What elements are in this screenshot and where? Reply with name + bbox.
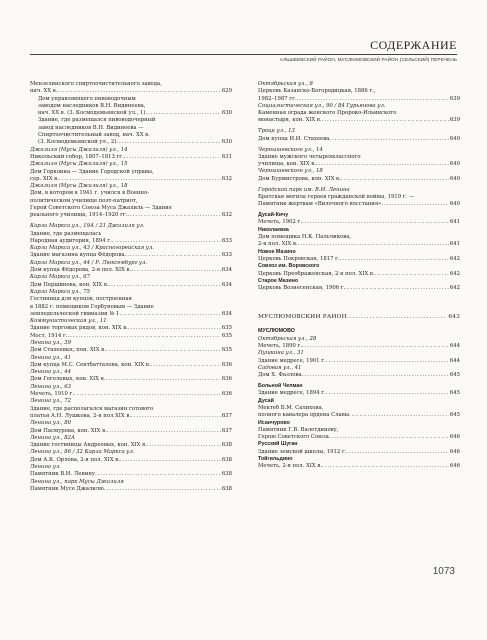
- toc-address: Джалиля (Мусы Джалиля) ул., 15: [30, 161, 128, 168]
- toc-entry: [258, 81, 460, 103]
- toc-text: Дом Х. Фазлова: [258, 372, 302, 379]
- toc-page-number[interactable]: 634: [221, 267, 232, 274]
- toc-line: Спиртоочистительный завод, нач. ХХ в.: [38, 132, 150, 139]
- toc-line: [258, 343, 460, 350]
- toc-line: [258, 117, 460, 124]
- toc-line: [258, 161, 460, 168]
- toc-page-number[interactable]: 640: [449, 161, 460, 168]
- toc-address: Ленина ул., 72: [30, 398, 72, 405]
- toc-line: [258, 390, 460, 397]
- toc-page-number[interactable]: 638: [221, 485, 232, 492]
- toc-address: Ленина ул., 41: [30, 354, 72, 361]
- dot-leader: [302, 219, 449, 226]
- dot-leader: [95, 471, 221, 478]
- toc-entry: [30, 117, 232, 146]
- toc-text: Дом А.К. Орлова, 2-я пол. XIX в.: [30, 456, 120, 463]
- toc-entry: [258, 328, 460, 350]
- toc-address: Троцк ул., 13: [258, 128, 295, 135]
- toc-line: Каменная ограда женского Пророко-Ильинского: [258, 110, 397, 117]
- toc-line: Памятник Г.В. Валетдинову,: [258, 426, 339, 433]
- toc-entry: [258, 420, 460, 442]
- toc-text: Здание земской школы, 1912 г.: [258, 448, 347, 455]
- toc-entry: [258, 278, 460, 293]
- toc-line: Мектеб Б.М. Салихова,: [258, 405, 324, 411]
- toc-place-heading: Новое Мазино: [258, 248, 296, 255]
- toc-place-heading: Дусай: [258, 397, 274, 404]
- toc-page-number[interactable]: 635: [221, 325, 232, 332]
- toc-entry: [258, 168, 460, 183]
- toc-address: Ленина ул., парк Мусы Джалиля: [30, 478, 124, 485]
- toc-line: [258, 256, 460, 263]
- toc-entry: [30, 435, 232, 450]
- toc-line: Дом Горкоина — Здание Городской управы,: [30, 168, 154, 175]
- toc-page-number[interactable]: 644: [449, 357, 460, 364]
- toc-line: [30, 376, 232, 383]
- toc-line: [258, 434, 460, 441]
- toc-line: [258, 136, 460, 143]
- toc-page-number[interactable]: 642: [449, 270, 460, 277]
- toc-line: [30, 252, 232, 259]
- dot-leader: [59, 176, 221, 183]
- dot-leader: [375, 271, 449, 278]
- toc-line: Братская могила героев гражданской войны, 1919 г. —: [258, 193, 415, 200]
- toc-line: [258, 201, 460, 208]
- toc-text: полного кавалера ордена Славы: [258, 412, 349, 419]
- toc-page-number[interactable]: 631: [221, 153, 232, 160]
- toc-page-number[interactable]: 645: [449, 372, 460, 379]
- toc-line: [258, 219, 460, 226]
- toc-line: Мензелинского спиртоочистительного завода,: [30, 81, 162, 87]
- toc-text: реального училища, 1914–1920 гг.: [30, 212, 128, 219]
- dot-leader: [128, 325, 221, 332]
- toc-page-number[interactable]: 646: [449, 434, 460, 441]
- toc-line: заводом наследников В.Н. Видинеева,: [38, 102, 146, 109]
- toc-text: Памятник жертвам «Вилочного восстания»: [258, 201, 382, 208]
- toc-entry: [258, 398, 460, 420]
- toc-page-number[interactable]: 645: [449, 390, 460, 397]
- toc-line: [30, 238, 232, 245]
- toc-address: Карла Маркса ул., 43 / Красногорейская ул.: [30, 245, 154, 252]
- dot-leader: [127, 212, 221, 219]
- dot-leader: [322, 117, 449, 124]
- toc-text: Дом Гоголевых, кон. XIX в.: [30, 376, 106, 383]
- toc-page-number[interactable]: 645: [449, 412, 460, 419]
- toc-page-number[interactable]: 629: [221, 88, 232, 95]
- toc-text: 2-я пол. XIX в.: [258, 241, 298, 248]
- toc-entry: [30, 355, 232, 370]
- toc-text: (3. Космодемьянской ул., 2): [38, 139, 117, 146]
- toc-text: Дом Бурмистрова, кон. XIX в.: [258, 175, 341, 182]
- toc-entry: [30, 274, 232, 289]
- toc-entry: [30, 96, 232, 118]
- toc-entry: [258, 314, 460, 321]
- toc-entry: [30, 333, 232, 340]
- toc-address: Коммунистическая ул., 11: [30, 318, 107, 325]
- toc-page-number[interactable]: 641: [449, 241, 460, 248]
- dot-leader: [68, 333, 221, 340]
- toc-column-right: [258, 81, 460, 471]
- toc-entry: [30, 464, 232, 479]
- toc-place-heading: Николаевка: [258, 226, 289, 233]
- toc-page-number[interactable]: 630: [221, 110, 232, 117]
- toc-address: Карла Маркса ул., 75: [30, 288, 91, 295]
- toc-line: Здание, где размещался пивоводочерный: [38, 117, 156, 124]
- toc-line: [30, 442, 232, 449]
- toc-text: Мечеть, 1902 г.: [258, 219, 302, 226]
- dot-leader: [326, 358, 449, 365]
- toc-text: Здание медресе, 1901 г.: [258, 357, 326, 364]
- toc-entry: [258, 441, 460, 456]
- toc-page-number[interactable]: 640: [449, 135, 460, 142]
- toc-address: Ленина ул., 63: [30, 383, 72, 390]
- toc-line: [258, 463, 460, 470]
- dot-leader: [116, 139, 221, 146]
- page-number: 1073: [432, 566, 455, 577]
- toc-line: [30, 311, 232, 318]
- toc-address: Чернышевского ул., 18: [258, 168, 323, 175]
- toc-page-number[interactable]: 642: [449, 255, 460, 262]
- toc-line: [30, 391, 232, 398]
- dot-leader: [131, 267, 221, 274]
- dot-leader: [326, 390, 449, 397]
- toc-place-heading: Старое Мазино: [258, 277, 299, 284]
- dot-leader: [104, 486, 221, 493]
- toc-text: Дом купца И.И. Стахеева: [258, 135, 330, 142]
- dot-leader: [74, 391, 221, 398]
- toc-entry: [258, 187, 460, 209]
- dot-leader: [119, 311, 220, 318]
- toc-line: Герой Советского Союза Муса Джалиль — Здание: [30, 205, 172, 212]
- dot-leader: [107, 428, 221, 435]
- toc-text: 1982–1987 гг.: [258, 95, 297, 102]
- toc-place-heading: Больной Чепман: [258, 383, 303, 390]
- toc-text: Дом Стахеевых, пон. XIX в.: [30, 347, 106, 354]
- toc-page-number[interactable]: 643: [448, 313, 460, 320]
- toc-address: Ленина ул.: [30, 464, 61, 471]
- toc-text: сер. XIX в.: [30, 175, 59, 182]
- toc-line: Дом помещика Н.К. Пальчикова,: [258, 234, 352, 241]
- toc-page-number[interactable]: 640: [449, 201, 460, 208]
- toc-text: Здание магазина купца Фёдорова: [30, 252, 125, 259]
- toc-line: завод наследников В.Н. Видинеева —: [38, 124, 144, 131]
- toc-place-heading: Дусай-Кичу: [258, 212, 289, 219]
- toc-entry: [258, 128, 460, 143]
- toc-line: [258, 285, 460, 292]
- toc-line: [30, 154, 232, 161]
- toc-address: Ленина ул., 39: [30, 339, 72, 346]
- toc-line: [258, 412, 460, 419]
- toc-page-number[interactable]: 642: [449, 285, 460, 292]
- toc-entry: [30, 449, 232, 464]
- toc-address: Ленина ул., 44: [30, 369, 72, 376]
- toc-line: [30, 267, 232, 274]
- toc-line: [258, 372, 460, 379]
- toc-line: [30, 282, 232, 289]
- toc-address: Октябрьская ул., 8: [258, 81, 313, 87]
- toc-text: Здание гостиницы Андреевых, кон. XIX в.: [30, 442, 147, 449]
- toc-page-number[interactable]: 644: [449, 343, 460, 350]
- toc-address: Ленина ул., 82А: [30, 434, 76, 441]
- toc-line: политическом училище поэт-патриот,: [30, 197, 138, 204]
- dot-leader: [109, 282, 221, 289]
- toc-place-heading: Русский Шуган: [258, 441, 298, 448]
- toc-page-number[interactable]: 636: [221, 376, 232, 383]
- toc-line: [30, 212, 232, 219]
- toc-entry: [30, 369, 232, 384]
- toc-entry: [30, 318, 232, 333]
- toc-line: [30, 486, 232, 493]
- toc-entry: [258, 350, 460, 365]
- toc-entry: [30, 223, 232, 245]
- toc-text: Памятник Мусе Джалилю: [30, 485, 104, 492]
- dot-leader: [124, 154, 221, 161]
- dot-leader: [147, 442, 221, 449]
- toc-line: Здание, где размещалась: [30, 230, 102, 237]
- toc-line: Здание, где располагался магазин готового: [30, 405, 154, 412]
- toc-address: Джалиля (Мусы Джалиля) ул., 18: [30, 183, 128, 190]
- toc-line: [30, 362, 232, 369]
- toc-page-number[interactable]: 633: [221, 252, 232, 259]
- dot-leader: [302, 372, 449, 379]
- toc-text: Церковь Покровская, 1817 г.: [258, 255, 340, 262]
- page-title: СОДЕРЖАНИЕ: [370, 38, 457, 52]
- dot-leader: [341, 176, 449, 183]
- toc-entry: [258, 263, 460, 278]
- toc-page-number[interactable]: 638: [221, 456, 232, 463]
- toc-address: Городской парк им. В.И. Ленина: [258, 186, 350, 193]
- dot-leader: [302, 343, 449, 350]
- dot-leader: [329, 434, 449, 441]
- toc-entry: [30, 245, 232, 260]
- toc-page-number[interactable]: 635: [221, 347, 232, 354]
- toc-line: [30, 139, 232, 146]
- toc-text: нач. ХХ в. (3. Космодемьянской ул., 1): [38, 110, 146, 117]
- toc-page-number[interactable]: 636: [221, 361, 232, 368]
- toc-entry: [258, 212, 460, 227]
- dot-leader: [297, 96, 449, 103]
- toc-text: Народная аудитория, 1894 г.: [30, 237, 112, 244]
- toc-text: Церковь Вознесенская, 1906 г.: [258, 285, 346, 292]
- toc-place-heading: Исанчурово: [258, 419, 290, 426]
- toc-text: земледельческой гимназии № 1: [30, 310, 120, 317]
- toc-line: [258, 241, 460, 248]
- dot-leader: [340, 256, 449, 263]
- toc-line: [30, 457, 232, 464]
- toc-text: Здание медресе, 1894 г.: [258, 390, 326, 397]
- toc-text: Мечеть, 1890 г.: [258, 343, 302, 350]
- dot-leader: [57, 88, 220, 95]
- toc-text: МУСЛЮМОВСКИЙ РАЙОН: [258, 313, 347, 320]
- toc-entry: [258, 365, 460, 380]
- toc-page-number[interactable]: 637: [221, 427, 232, 434]
- toc-page-number[interactable]: 640: [449, 175, 460, 182]
- toc-line: [258, 271, 460, 278]
- dot-leader: [105, 376, 220, 383]
- toc-text: Здание торговых рядов, кон. XIX в.: [30, 325, 128, 332]
- toc-text: Дом Першинова, кон. XIX в.: [30, 281, 109, 288]
- toc-page-number[interactable]: 639: [449, 95, 460, 102]
- toc-address: Джалиля (Мусы Джалиля) ул., 14: [30, 146, 128, 153]
- toc-address: Пушкина ул., 31: [258, 350, 304, 357]
- toc-text: Никольский собор, 1807–1813 гг.: [30, 153, 124, 160]
- dot-leader: [120, 457, 221, 464]
- toc-line: [30, 333, 232, 340]
- dot-leader: [329, 136, 449, 143]
- toc-entry: [258, 249, 460, 264]
- dot-leader: [151, 362, 221, 369]
- toc-line: [30, 176, 232, 183]
- dot-leader: [112, 238, 221, 245]
- toc-text: Дом купца М.С. Сентбатталова, кон. XIX в.: [30, 361, 151, 368]
- toc-address: Чернышевского ул., 14: [258, 146, 323, 153]
- toc-entry: [30, 260, 232, 275]
- toc-line: [30, 347, 232, 354]
- toc-page-number[interactable]: 638: [221, 471, 232, 478]
- toc-text: Дом Пасмурова, кон. XIX в.: [30, 427, 107, 434]
- dot-leader: [106, 347, 221, 354]
- toc-page-number[interactable]: 636: [221, 391, 232, 398]
- dot-leader: [381, 201, 448, 208]
- toc-page-number[interactable]: 630: [221, 139, 232, 146]
- dot-leader: [347, 314, 447, 321]
- toc-line: Церковь Казанско-Богородицкая, 1886 г.,: [258, 88, 376, 95]
- toc-line: [258, 176, 460, 183]
- toc-entry: [30, 81, 232, 96]
- toc-text: платья А.Н. Лушкова, 2-я пол XIX в.: [30, 412, 131, 419]
- toc-place-heading: Тойгильдино: [258, 456, 293, 463]
- toc-page-number[interactable]: 632: [221, 175, 232, 182]
- toc-text: монастыря, кон. XIX в.: [258, 117, 322, 124]
- dot-leader: [131, 413, 221, 420]
- toc-page-number[interactable]: 635: [221, 332, 232, 339]
- toc-address: Ленина ул., 80: [30, 420, 72, 427]
- toc-address: Ленина ул., 86 / 32 Карла Маркса ул.: [30, 449, 135, 456]
- toc-text: нач. ХХ в.: [30, 88, 58, 95]
- toc-page-number[interactable]: 633: [221, 237, 232, 244]
- toc-address: Октябрьская ул., 28: [258, 335, 317, 342]
- toc-line: [30, 428, 232, 435]
- header-rule: [30, 54, 457, 55]
- dot-leader: [349, 412, 449, 419]
- toc-entry: [30, 420, 232, 435]
- toc-text: училища, кон. XIX в.: [258, 161, 316, 168]
- toc-entry: [30, 384, 232, 399]
- toc-text: Памятник В.И. Ленину: [30, 471, 96, 478]
- toc-address: Карла Маркса ул., 19А / 21 Джалиля ул.: [30, 223, 145, 230]
- toc-text: Церковь Преображенская, 2-я пол. XIX в.: [258, 270, 375, 277]
- toc-text: Герою Советского Союза: [258, 434, 329, 441]
- toc-entry: [30, 161, 232, 183]
- toc-entry: [258, 103, 460, 125]
- dot-leader: [125, 252, 221, 259]
- toc-line: Гостиница для купцов, построенная: [30, 296, 132, 303]
- toc-entry: [258, 227, 460, 249]
- toc-entry: [30, 398, 232, 420]
- dot-leader: [298, 241, 449, 248]
- toc-address: Садовая ул., 41: [258, 364, 302, 371]
- toc-address: Социалистическая ул., 90 / 84 Гурьянова ул.: [258, 102, 386, 109]
- toc-page-number[interactable]: 637: [221, 412, 232, 419]
- toc-text: Мечеть, 2-я пол. XIX в.: [258, 463, 322, 470]
- toc-line: [30, 413, 232, 420]
- toc-entry: [30, 183, 232, 219]
- toc-line: в 1882 г. помещиком Горбуновым — Здание: [30, 303, 154, 310]
- toc-address: Карла Маркса ул., 44 / Р. Люксембург ул.: [30, 259, 148, 266]
- toc-entry: [258, 147, 460, 169]
- toc-line: [30, 471, 232, 478]
- dot-leader: [145, 110, 220, 117]
- toc-column-left: [30, 81, 232, 493]
- dot-leader: [316, 161, 449, 168]
- toc-text: Мечеть, 1910 г.: [30, 391, 74, 398]
- toc-line: Здание мужского четырехклассного: [258, 153, 361, 160]
- toc-page-number[interactable]: 646: [449, 448, 460, 455]
- toc-page-number[interactable]: 641: [449, 219, 460, 226]
- toc-line: [30, 88, 232, 95]
- toc-line: [258, 358, 460, 365]
- page-subtitle: АЛЬШЕЕВСКИЙ РАЙОН, МУСЛЮМОВСКИЙ РАЙОН (СЕЛЬСКИЙ) ПЕРЕЧЕНЬ: [279, 57, 457, 62]
- toc-page-number[interactable]: 634: [221, 281, 232, 288]
- toc-place-heading: Совхоз им. Воровского: [258, 263, 320, 270]
- toc-text: Мост, 1914 г.: [30, 332, 68, 339]
- toc-line: [258, 449, 460, 456]
- toc-line: Дом, в котором в 1941 г. учился в Военно-: [30, 190, 150, 197]
- toc-line: [30, 325, 232, 332]
- toc-line: [30, 110, 232, 117]
- toc-entry: [258, 456, 460, 471]
- toc-line: [258, 96, 460, 103]
- dot-leader: [345, 285, 449, 292]
- toc-entry: [30, 340, 232, 355]
- toc-page-number[interactable]: 646: [449, 463, 460, 470]
- dot-leader: [346, 449, 448, 456]
- toc-entry: [30, 479, 232, 494]
- dot-leader: [322, 463, 449, 470]
- toc-text: Дом купца Фёдорова, 2-я пол. XIX в.: [30, 267, 132, 274]
- toc-page-number[interactable]: 632: [221, 212, 232, 219]
- toc-page-number[interactable]: 639: [449, 117, 460, 124]
- toc-line: [258, 314, 460, 321]
- toc-address: Карла Маркса ул., 67: [30, 274, 91, 281]
- toc-page-number[interactable]: 634: [221, 310, 232, 317]
- toc-entry: [30, 289, 232, 318]
- toc-line: Дом управляющего пивоводочным: [38, 95, 136, 102]
- toc-page-number[interactable]: 638: [221, 442, 232, 449]
- toc-entry: [30, 147, 232, 162]
- toc-entry: [258, 383, 460, 398]
- toc-place-heading: МУСЛЮМОВО: [258, 328, 295, 335]
